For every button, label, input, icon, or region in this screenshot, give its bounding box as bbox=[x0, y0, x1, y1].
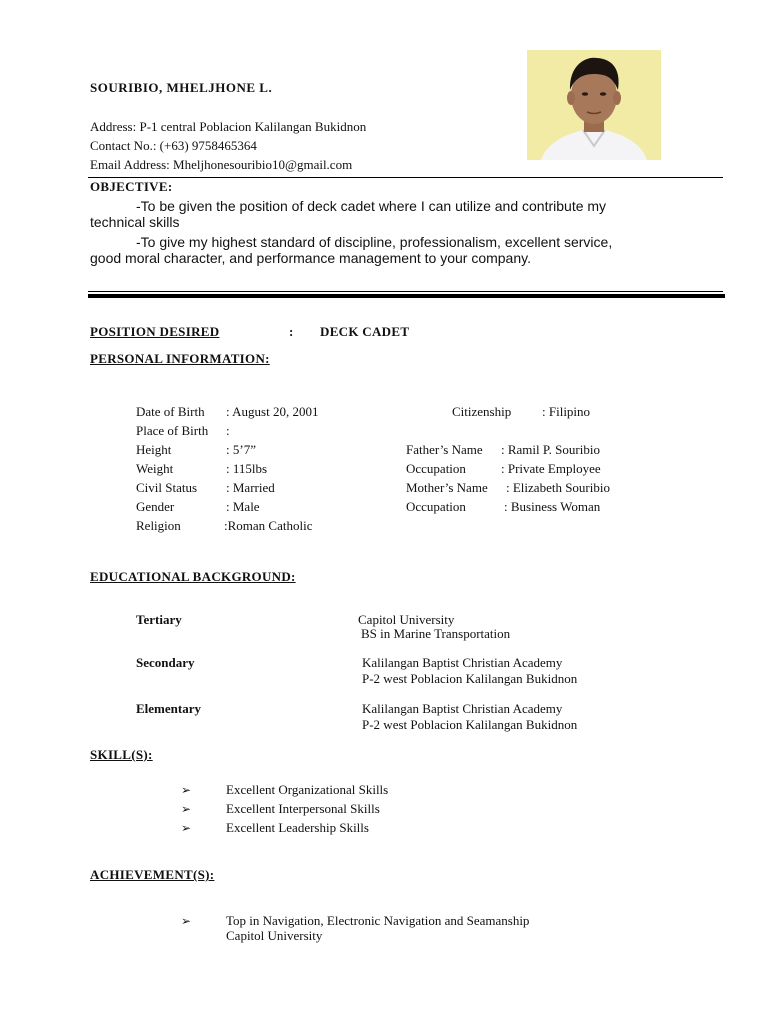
citizenship-value: : Filipino bbox=[542, 404, 591, 419]
achievement-item: Top in Navigation, Electronic Navigation and Seamanship bbox=[226, 913, 530, 928]
email-line: Email Address: Mheljhonesouribio10@gmail.com bbox=[90, 157, 353, 172]
citizenship-label: Citizenship bbox=[452, 404, 512, 419]
applicant-name: SOURIBIO, MHELJHONE L. bbox=[90, 80, 273, 95]
profile-photo bbox=[527, 50, 661, 160]
position-label: POSITION DESIRED bbox=[90, 324, 220, 339]
gender-value: : Male bbox=[226, 499, 260, 514]
objective-line-2-cont: good moral character, and performance management to your company. bbox=[90, 250, 531, 266]
civil-status-value: : Married bbox=[226, 480, 275, 495]
religion-value: :Roman Catholic bbox=[224, 518, 313, 533]
dob-label: Date of Birth bbox=[136, 404, 205, 419]
tertiary-course: BS in Marine Transportation bbox=[361, 626, 511, 641]
achievement-item-detail: Capitol University bbox=[226, 928, 323, 943]
objective-line-1-cont: technical skills bbox=[90, 214, 180, 230]
mother-name-value: : Elizabeth Souribio bbox=[506, 480, 610, 495]
mother-occupation-label: Occupation bbox=[406, 499, 466, 514]
personal-info-heading: PERSONAL INFORMATION: bbox=[90, 351, 270, 366]
religion-label: Religion bbox=[136, 518, 181, 533]
arrowhead-bullet-icon: ➢ bbox=[181, 783, 192, 797]
position-value: DECK CADET bbox=[320, 324, 410, 339]
father-occupation-label: Occupation bbox=[406, 461, 466, 476]
mother-occupation-value: : Business Woman bbox=[504, 499, 601, 514]
education-heading: EDUCATIONAL BACKGROUND: bbox=[90, 569, 296, 584]
mother-name-label: Mother’s Name bbox=[406, 480, 488, 495]
father-name-label: Father’s Name bbox=[406, 442, 483, 457]
elementary-label: Elementary bbox=[136, 701, 201, 716]
elementary-school: Kalilangan Baptist Christian Academy bbox=[362, 701, 563, 716]
weight-label: Weight bbox=[136, 461, 174, 476]
secondary-school: Kalilangan Baptist Christian Academy bbox=[362, 655, 563, 670]
pob-value: : bbox=[226, 423, 230, 438]
arrowhead-bullet-icon: ➢ bbox=[181, 802, 192, 816]
height-value: : 5’7” bbox=[226, 442, 256, 457]
pob-label: Place of Birth bbox=[136, 423, 209, 438]
skill-item: Excellent Leadership Skills bbox=[226, 820, 369, 835]
objective-line-1: -To be given the position of deck cadet where I can utilize and contribute my bbox=[136, 198, 607, 214]
position-colon: : bbox=[289, 324, 294, 339]
address-line: Address: P-1 central Poblacion Kalilangan Bukidnon bbox=[90, 119, 367, 134]
height-label: Height bbox=[136, 442, 172, 457]
secondary-label: Secondary bbox=[136, 655, 195, 670]
gender-label: Gender bbox=[136, 499, 175, 514]
contact-line: Contact No.: (+63) 9758465364 bbox=[90, 138, 257, 153]
objective-heading: OBJECTIVE: bbox=[90, 179, 173, 194]
father-occupation-value: : Private Employee bbox=[501, 461, 601, 476]
tertiary-label: Tertiary bbox=[136, 612, 182, 627]
arrowhead-bullet-icon: ➢ bbox=[181, 914, 192, 928]
weight-value: : 115lbs bbox=[226, 461, 268, 476]
arrowhead-bullet-icon: ➢ bbox=[181, 821, 192, 835]
civil-status-label: Civil Status bbox=[136, 480, 198, 495]
dob-value: : August 20, 2001 bbox=[226, 404, 319, 419]
header-divider bbox=[88, 177, 723, 178]
objective-line-2: -To give my highest standard of discipline, professionalism, excellent service, bbox=[136, 234, 613, 250]
skill-item: Excellent Interpersonal Skills bbox=[226, 801, 380, 816]
skill-item: Excellent Organizational Skills bbox=[226, 782, 389, 797]
section-divider-thin bbox=[88, 291, 723, 292]
elementary-address: P-2 west Poblacion Kalilangan Bukidnon bbox=[362, 717, 578, 732]
secondary-address: P-2 west Poblacion Kalilangan Bukidnon bbox=[362, 671, 578, 686]
achievements-heading: ACHIEVEMENT(S): bbox=[90, 867, 215, 882]
person-portrait-icon bbox=[527, 50, 661, 160]
skills-heading: SKILL(S): bbox=[90, 747, 153, 762]
section-divider-thick bbox=[88, 294, 725, 298]
tertiary-school: Capitol University bbox=[358, 612, 455, 627]
father-name-value: : Ramil P. Souribio bbox=[501, 442, 600, 457]
